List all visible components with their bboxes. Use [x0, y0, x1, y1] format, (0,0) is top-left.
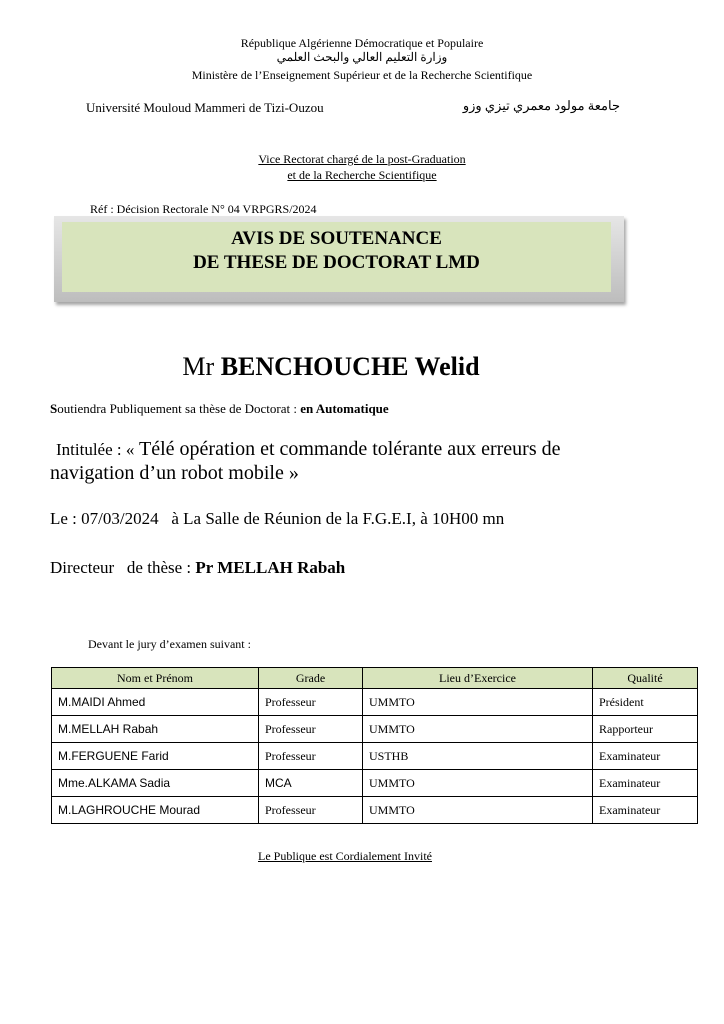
jury-member-grade: Professeur — [259, 743, 363, 770]
candidate-title: Mr — [182, 352, 215, 381]
intitule-label: Intitulée : « — [56, 440, 135, 459]
jury-member-role: Examinateur — [593, 797, 698, 824]
banner-title-line1: AVIS DE SOUTENANCE — [231, 228, 442, 249]
jury-member-grade: Professeur — [259, 716, 363, 743]
director-label: Directeur de thèse : — [50, 558, 196, 577]
thesis-title-part2: navigation d’un robot mobile — [50, 462, 284, 484]
notice-banner-inner — [62, 222, 611, 292]
jury-member-location: UMMTO — [363, 689, 593, 716]
jury-member-grade: Professeur — [259, 797, 363, 824]
header-role: Qualité — [593, 668, 698, 689]
reference: Réf : Décision Rectorale N° 04 VRPGRS/2024 — [90, 202, 317, 216]
defense-date: 07/03/2024 — [81, 509, 159, 528]
jury-member-location: UMMTO — [363, 716, 593, 743]
jury-row — [52, 716, 698, 743]
date-line — [50, 509, 504, 529]
jury-member-role: Examinateur — [593, 743, 698, 770]
header-location: Lieu d’Exercice — [363, 668, 593, 689]
candidate-name: BENCHOUCHE Welid — [220, 352, 480, 381]
soutenance-initial: S — [50, 401, 58, 416]
university-name-arabic: جامعة مولود معمري تيزي وزو — [462, 98, 620, 113]
candidate-line — [0, 352, 662, 382]
header-name: Nom et Prénom — [52, 668, 259, 689]
header-grade: Grade — [259, 668, 363, 689]
vice-rectorat-line2: et de la Recherche Scientifique — [287, 168, 437, 182]
jury-member-name: M.FERGUENE Farid — [52, 743, 259, 770]
jury-member-location: UMMTO — [363, 797, 593, 824]
defense-place: à La Salle de Réunion de la F.G.E.I, à 10H00 mn — [171, 509, 505, 528]
jury-row — [52, 770, 698, 797]
jury-row — [52, 689, 698, 716]
ministry-line: Ministère de l’Enseignement Supérieur et de la Recherche Scientifique — [191, 68, 533, 82]
jury-member-role: Président — [593, 689, 698, 716]
thesis-title-line1 — [56, 437, 560, 462]
director-line — [50, 558, 345, 578]
jury-member-name: Mme.ALKAMA Sadia — [52, 770, 259, 797]
jury-member-grade: MCA — [259, 770, 363, 797]
soutenance-line — [50, 401, 389, 417]
jury-member-role: Examinateur — [593, 770, 698, 797]
jury-intro: Devant le jury d’examen suivant : — [88, 637, 251, 651]
jury-member-role: Rapporteur — [593, 716, 698, 743]
director-name: Pr MELLAH Rabah — [195, 558, 346, 577]
thesis-title-part1: Télé opération et commande tolérante aux erreurs de — [134, 438, 561, 460]
jury-member-grade: Professeur — [259, 689, 363, 716]
jury-member-location: USTHB — [363, 743, 593, 770]
jury-member-name: M.LAGHROUCHE Mourad — [52, 797, 259, 824]
republic-line: République Algérienne Démocratique et Populaire — [240, 36, 484, 50]
jury-member-location: UMMTO — [363, 770, 593, 797]
jury-row — [52, 743, 698, 770]
jury-table — [51, 667, 698, 824]
banner-title-line2: DE THESE DE DOCTORAT LMD — [193, 252, 480, 273]
thesis-title-close: » — [283, 462, 299, 484]
soutenance-text: outiendra Publiquement sa thèse de Doctorat : — [57, 401, 301, 416]
thesis-title-line2 — [50, 461, 299, 485]
soutenance-field: en Automatique — [300, 401, 389, 416]
jury-header-row — [52, 668, 698, 689]
vice-rectorat-line1: Vice Rectorat chargé de la post-Graduation — [258, 152, 466, 166]
ministry-arabic-line: وزارة التعليم العالي والبحث العلمي — [276, 50, 448, 64]
university-name: Université Mouloud Mammeri de Tizi-Ouzou — [86, 100, 324, 115]
closing-invitation: Le Publique est Cordialement Invité — [258, 849, 432, 863]
jury-member-name: M.MELLAH Rabah — [52, 716, 259, 743]
jury-row — [52, 797, 698, 824]
notice-banner — [54, 216, 624, 302]
date-label: Le : — [50, 509, 82, 528]
jury-member-name: M.MAIDI Ahmed — [52, 689, 259, 716]
